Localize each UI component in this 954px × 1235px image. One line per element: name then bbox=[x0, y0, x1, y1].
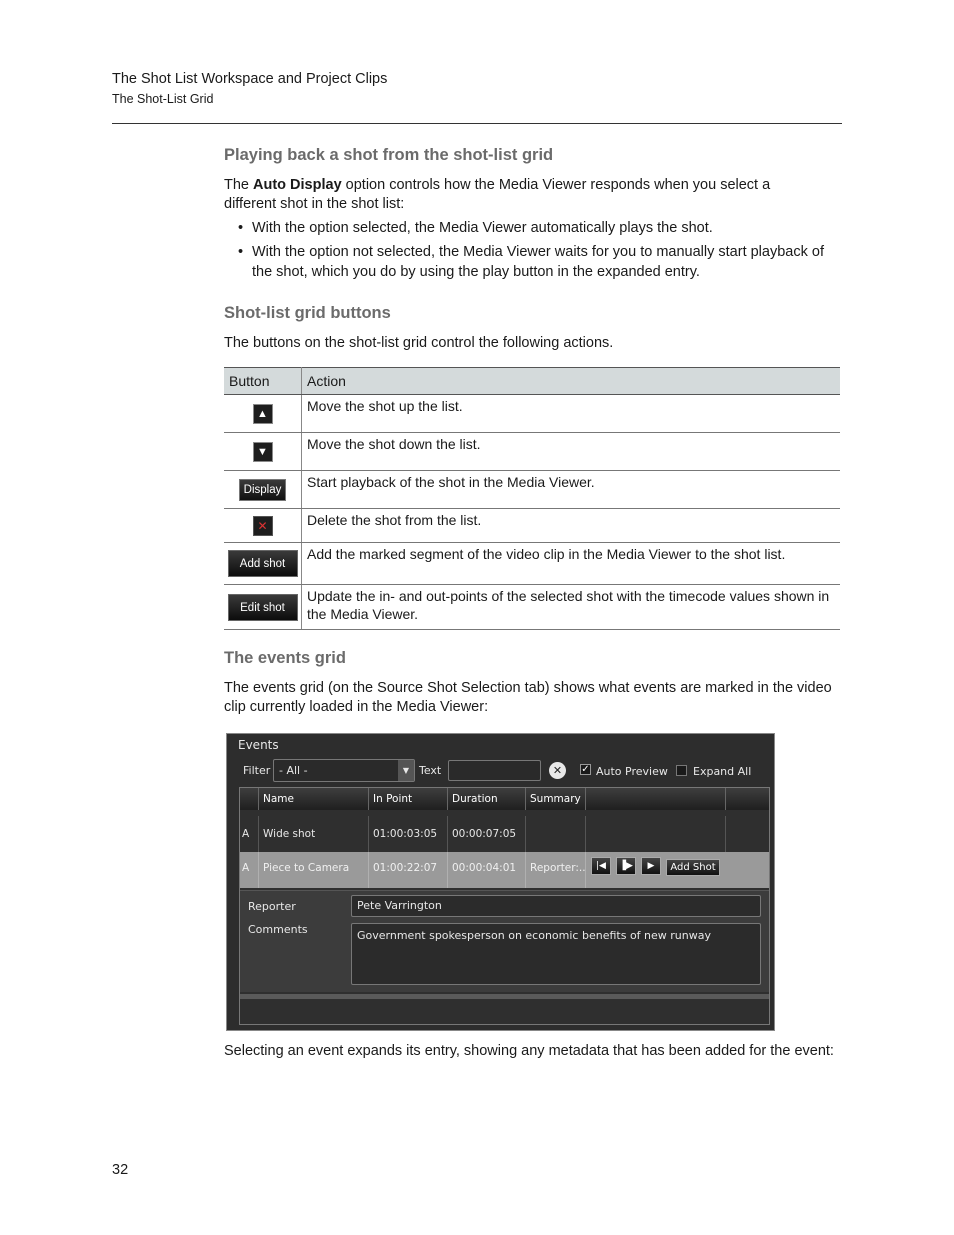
col-header-button: Button bbox=[224, 368, 302, 395]
heading-playback: Playing back a shot from the shot-list grid bbox=[224, 146, 554, 164]
table-row bbox=[224, 395, 840, 433]
table-row bbox=[224, 585, 840, 630]
name-cell: Wide shot bbox=[259, 816, 369, 852]
running-head-subtitle: The Shot-List Grid bbox=[112, 92, 214, 106]
buttons-intro: The buttons on the shot-list grid control the following actions. bbox=[224, 335, 614, 351]
filter-dropdown[interactable] bbox=[273, 759, 415, 782]
add-shot-button[interactable]: Add Shot bbox=[666, 859, 720, 876]
header-rule bbox=[112, 123, 842, 124]
table-row bbox=[224, 471, 840, 509]
events-panel bbox=[226, 733, 775, 1031]
event-details bbox=[240, 890, 769, 992]
edit-shot-button-icon: Edit shot bbox=[228, 594, 298, 621]
clear-filter-icon[interactable]: ✕ bbox=[549, 762, 566, 779]
col-header-action: Action bbox=[302, 368, 841, 395]
table-row bbox=[224, 509, 840, 543]
action-cell: Delete the shot from the list. bbox=[302, 509, 841, 543]
col-header-summary[interactable]: Summary bbox=[526, 788, 586, 810]
summary-cell bbox=[526, 816, 586, 852]
events-title: Events bbox=[238, 738, 279, 752]
bullet-item: • With the option selected, the Media Viewer automatically plays the shot. bbox=[238, 220, 713, 236]
auto-preview-label: Auto Preview bbox=[596, 765, 668, 778]
action-cell: Add the marked segment of the video clip in the Media Viewer to the shot list. bbox=[302, 543, 841, 585]
play-icon[interactable]: ▶ bbox=[641, 857, 661, 875]
playback-bullets bbox=[224, 218, 844, 286]
col-header-in-point[interactable]: In Point bbox=[369, 788, 448, 810]
expand-all-checkbox[interactable] bbox=[676, 765, 687, 776]
col-header-duration[interactable]: Duration bbox=[448, 788, 526, 810]
action-cell: Move the shot up the list. bbox=[302, 395, 841, 433]
display-button-icon: Display bbox=[239, 479, 287, 501]
buttons-table bbox=[224, 367, 840, 630]
action-cell: Update the in- and out-points of the selected shot with the timecode values shown in the Media Viewer. bbox=[302, 585, 841, 630]
filter-label: Filter bbox=[243, 764, 271, 777]
text-label: Text bbox=[419, 764, 442, 777]
col-header-name[interactable]: Name bbox=[259, 788, 369, 810]
track-cell: A bbox=[240, 816, 259, 852]
up-arrow-icon: ▲ bbox=[253, 404, 273, 424]
chevron-down-icon[interactable]: ▼ bbox=[398, 760, 414, 781]
page-number: 32 bbox=[112, 1162, 129, 1178]
expand-all-label: Expand All bbox=[693, 765, 752, 778]
reporter-label: Reporter bbox=[248, 900, 296, 913]
auto-preview-checkbox[interactable]: ✓ bbox=[581, 764, 590, 775]
grid-header-row bbox=[240, 788, 769, 810]
table-header-row bbox=[224, 368, 840, 395]
in-point-cell: 01:00:22:07 bbox=[369, 852, 448, 888]
table-row bbox=[224, 543, 840, 585]
heading-events: The events grid bbox=[224, 649, 346, 667]
events-grid bbox=[239, 787, 770, 1025]
reporter-field[interactable]: Pete Varrington bbox=[351, 895, 761, 917]
grid-scrollbar[interactable] bbox=[240, 994, 769, 999]
in-point-cell: 01:00:03:05 bbox=[369, 816, 448, 852]
text-filter-input[interactable] bbox=[448, 760, 541, 781]
skip-back-icon[interactable]: |◀ bbox=[591, 857, 611, 875]
delete-icon: ✕ bbox=[253, 516, 273, 536]
duration-cell: 00:00:04:01 bbox=[448, 852, 526, 888]
step-icon[interactable]: ▐▶ bbox=[616, 857, 636, 875]
summary-cell: Reporter:.. bbox=[526, 852, 586, 888]
down-arrow-icon: ▼ bbox=[253, 442, 273, 462]
action-cell: Move the shot down the list. bbox=[302, 433, 841, 471]
action-cell: Start playback of the shot in the Media Viewer. bbox=[302, 471, 841, 509]
table-row-selected[interactable] bbox=[240, 852, 769, 888]
playback-intro: The Auto Display option controls how the Media Viewer responds when you select a different shot in the shot list: bbox=[224, 177, 771, 212]
table-row bbox=[224, 433, 840, 471]
filter-value: - All - bbox=[279, 764, 308, 777]
table-row[interactable] bbox=[240, 816, 769, 852]
events-outro: Selecting an event expands its entry, showing any metadata that has been added for the event: bbox=[224, 1043, 834, 1059]
comments-field[interactable]: Government spokesperson on economic benefits of new runway bbox=[351, 923, 761, 985]
events-intro: The events grid (on the Source Shot Selection tab) shows what events are marked in the video clip currently loaded in the Media Viewer: bbox=[224, 680, 832, 715]
running-head-title: The Shot List Workspace and Project Clips bbox=[112, 71, 388, 87]
track-cell: A bbox=[240, 852, 259, 888]
add-shot-button-icon: Add shot bbox=[228, 550, 298, 577]
duration-cell: 00:00:07:05 bbox=[448, 816, 526, 852]
name-cell: Piece to Camera bbox=[259, 852, 369, 888]
bullet-item: • With the option not selected, the Media Viewer waits for you to manually start playback of the shot, which you do by using the play button in the expanded entry. bbox=[238, 244, 824, 280]
comments-label: Comments bbox=[248, 923, 308, 936]
heading-buttons: Shot-list grid buttons bbox=[224, 304, 391, 322]
